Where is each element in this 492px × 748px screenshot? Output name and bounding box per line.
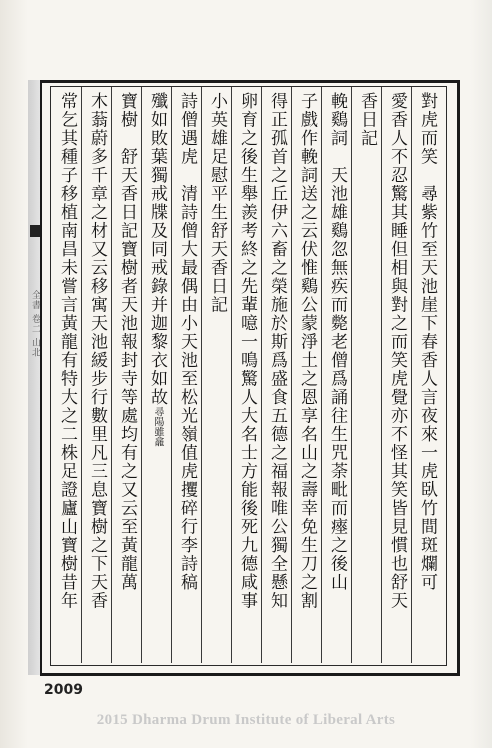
column-text: 殲如敗葉獨戒牒及同戒錄并迦黎衣如故 — [147, 92, 167, 407]
column-rule — [171, 87, 172, 663]
gutter-fishtail-mark — [30, 225, 40, 237]
column-rule — [111, 87, 112, 663]
text-column-11: 寶樹 舒天香日記寶樹者天池報封寺等處均有之又云至黃龍萬 — [117, 92, 137, 592]
text-column-3: 香日記 — [357, 92, 377, 148]
text-column-6: 得正孤首之丘伊六畜之榮施於斯爲盛食五德之福報唯公獨全懸知 — [267, 92, 287, 610]
column-rule — [261, 87, 262, 663]
column-rule — [231, 87, 232, 663]
column-rule — [81, 87, 82, 663]
inline-note: 尋陽雖龕 — [152, 406, 163, 447]
text-column-10 — [144, 92, 170, 662]
watermark: 2015 Dharma Drum Institute of Liberal Arts — [96, 712, 396, 728]
text-column-5: 子戲作輓詞送之云伏惟鷄公蒙淨土之恩享名山之壽幸免生刀之割 — [297, 92, 317, 610]
column-rule — [351, 87, 352, 663]
column-rule — [201, 87, 202, 663]
gutter-label: 全書 卷二 山北 — [30, 290, 40, 358]
column-rule — [381, 87, 382, 663]
text-column-4: 輓鷄詞 天池雄鷄忽無疾而斃老僧爲誦往生咒荼毗而瘞之後山 — [327, 92, 347, 592]
text-column-13: 常乞其種子移植南昌未嘗言黃龍有特大之二株足證廬山寶樹昔年 — [57, 92, 77, 610]
column-rule — [141, 87, 142, 663]
text-column-9: 詩僧遇虎 清詩僧大最偶由小天池至松光嶺值虎攫碎行李詩稿 — [177, 92, 197, 592]
column-rule — [321, 87, 322, 663]
column-rule — [291, 87, 292, 663]
column-rule — [411, 87, 412, 663]
text-column-8: 小英雄足慰平生舒天香日記 — [207, 92, 227, 314]
text-column-1: 對虎而笑 尋紫竹至天池崖下春香人言夜來一虎臥竹間斑爛可 — [417, 92, 437, 592]
text-column-2: 愛香人不忍驚其睡但相與對之而笑虎覺亦不怪其笑皆見慣也舒天 — [387, 92, 407, 610]
page-number: 2009 — [44, 682, 83, 698]
text-column-7: 卵育之後生舉羨考終之先輩噫一鳴驚人大名士方能後死九德咸事 — [237, 92, 257, 610]
text-column-12: 木蓊蔚多千章之材又云移寓天池緩步行數里凡三息寶樹之下天香 — [87, 92, 107, 610]
